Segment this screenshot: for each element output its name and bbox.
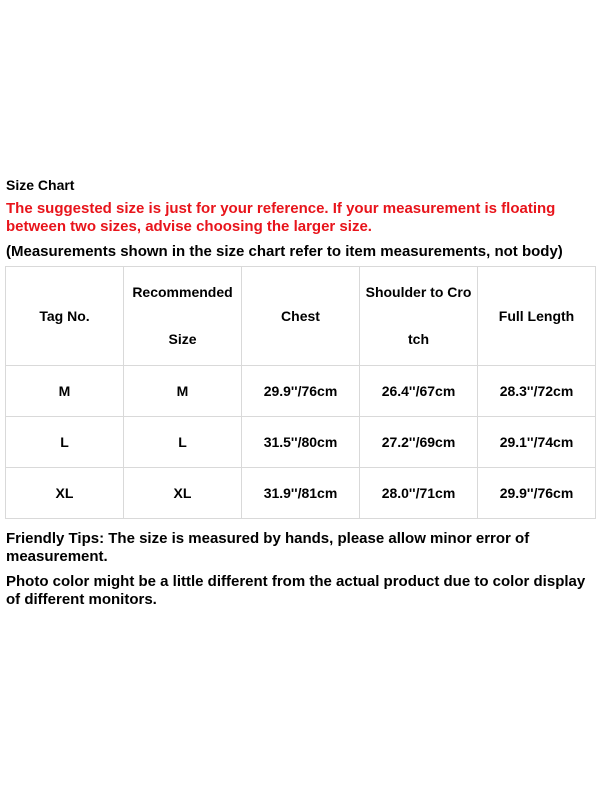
cell-tag-no: M [6,366,124,417]
cell-chest: 31.5''/80cm [242,417,360,468]
cell-chest: 29.9''/76cm [242,366,360,417]
friendly-tips: Friendly Tips: The size is measured by hands, please allow minor error of measurement. [6,530,530,565]
header-full-length: Full Length [478,267,596,366]
header-chest: Chest [242,267,360,366]
cell-shoulder-to-crotch: 27.2''/69cm [360,417,478,468]
cell-recommended-size: L [124,417,242,468]
cell-tag-no: L [6,417,124,468]
cell-shoulder-to-crotch: 28.0''/71cm [360,468,478,519]
table-row [6,468,596,519]
cell-full-length: 29.1''/74cm [478,417,596,468]
cell-recommended-size: M [124,366,242,417]
table-row [6,417,596,468]
header-recommended-size: Recommended Size [124,267,242,366]
page-title: Size Chart [6,177,75,193]
cell-chest: 31.9''/81cm [242,468,360,519]
cell-recommended-size: XL [124,468,242,519]
header-shoulder-to-crotch: Shoulder to Crotch [360,267,478,366]
table-header-row [6,267,596,366]
size-table [5,266,596,519]
cell-shoulder-to-crotch: 26.4''/67cm [360,366,478,417]
cell-full-length: 29.9''/76cm [478,468,596,519]
photo-color-note: Photo color might be a little different from the actual product due to color display of different monitors. [6,573,586,608]
cell-tag-no: XL [6,468,124,519]
table-row [6,366,596,417]
header-tag-no: Tag No. [6,267,124,366]
cell-full-length: 28.3''/72cm [478,366,596,417]
measurement-note: (Measurements shown in the size chart refer to item measurements, not body) [6,243,563,260]
size-notice: The suggested size is just for your reference. If your measurement is floating between two sizes, advise choosing the larger size. [6,200,556,235]
